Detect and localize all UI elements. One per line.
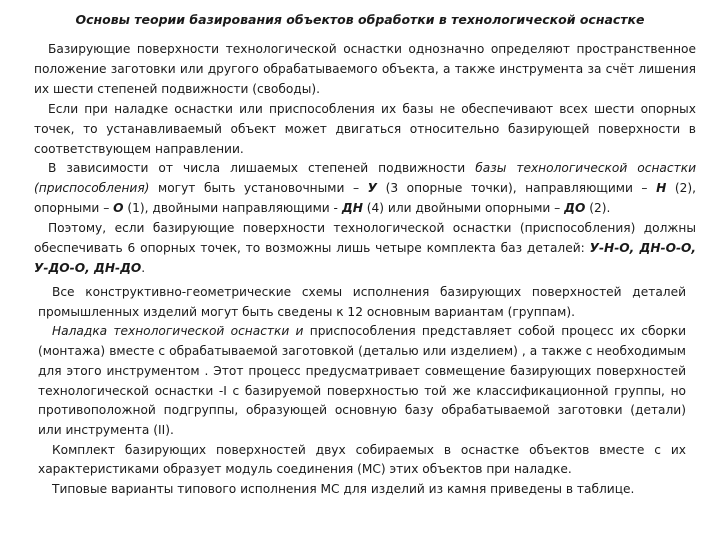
- paragraph-setup: [38, 322, 686, 440]
- page-title: Основы теории базирования объектов обработки в технологической оснастке: [75, 12, 645, 27]
- text-run: (1), двойными направляющими -: [123, 201, 342, 216]
- text-block-bottom: [38, 283, 686, 500]
- text-run: приспособления представляет собой процесс их сборки (монтажа) вместе с обрабатываемой заготовкой (деталью или изделием) , а также с необходимым для этого инструментом . Этот процесс предусматривает совмещение базирующих поверхностей технологической оснастки -I с базируемой поверхностью той же классификационной группы, но противоположной подгруппы, образующей основную базу обрабатываемой заготовки (детали) или инструмента (II).: [38, 324, 686, 437]
- text-block-top: [34, 40, 696, 279]
- italic-term: Наладка технологической оснастки и: [52, 324, 304, 339]
- text-run: .: [141, 260, 146, 275]
- base-code-n: Н: [656, 181, 667, 196]
- text-run: Поэтому, если базирующие поверхности технологической оснастки (приспособления) должны обеспечивать 6 опорных точек, то возможны лишь четыре комплекта баз деталей:: [34, 221, 696, 256]
- paragraph-stone-variants: Типовые варианты типового исполнения МС для изделий из камня приведены в таблице.: [52, 482, 635, 497]
- text-run: (2).: [585, 201, 611, 216]
- paragraph-connection-module: Комплект базирующих поверхностей двух собираемых в оснастке объектов вместе с их характеристиками образует модуль соединения (МС) этих объектов при наладке.: [38, 442, 686, 477]
- text-run: В зависимости от числа лишаемых степеней подвижности: [48, 161, 476, 176]
- paragraph-base-types: [34, 159, 696, 219]
- paragraph-support-points: Если при наладке оснастки или приспособления их базы не обеспечивают всех шести опорных точек, то устанавливаемый объект может двигаться относительно базирующей поверхности в соответствующем направлении.: [34, 101, 696, 156]
- base-code-o: О: [113, 201, 124, 216]
- paragraph-basing-surfaces: Базирующие поверхности технологической оснастки однозначно определяют пространственное положение заготовки или другого обрабатываемого объекта, а также инструмента за счёт лишения их шести степеней подвижности (свободы).: [34, 42, 696, 96]
- text-run: могут быть установочными –: [149, 181, 368, 196]
- base-code-u: У: [367, 181, 378, 196]
- base-sets: У-Н-О, ДН-О-О, У-ДО-О, ДН-ДО: [34, 241, 697, 275]
- paragraph-schemes: Все конструктивно-геометрические схемы исполнения базирующих поверхностей деталей промышленных изделий могут быть сведены к 12 основным вариантам (группам).: [38, 285, 686, 319]
- text-run: (2), опорными –: [34, 181, 697, 216]
- italic-term: базы технологической оснастки (приспособления): [34, 161, 696, 196]
- base-code-dn: ДН: [341, 201, 363, 216]
- base-code-do: ДО: [564, 201, 586, 216]
- text-run: (4) или двойными опорными –: [362, 201, 565, 216]
- text-run: (3 опорные точки), направляющими –: [377, 181, 657, 196]
- paragraph-base-sets: [34, 219, 696, 279]
